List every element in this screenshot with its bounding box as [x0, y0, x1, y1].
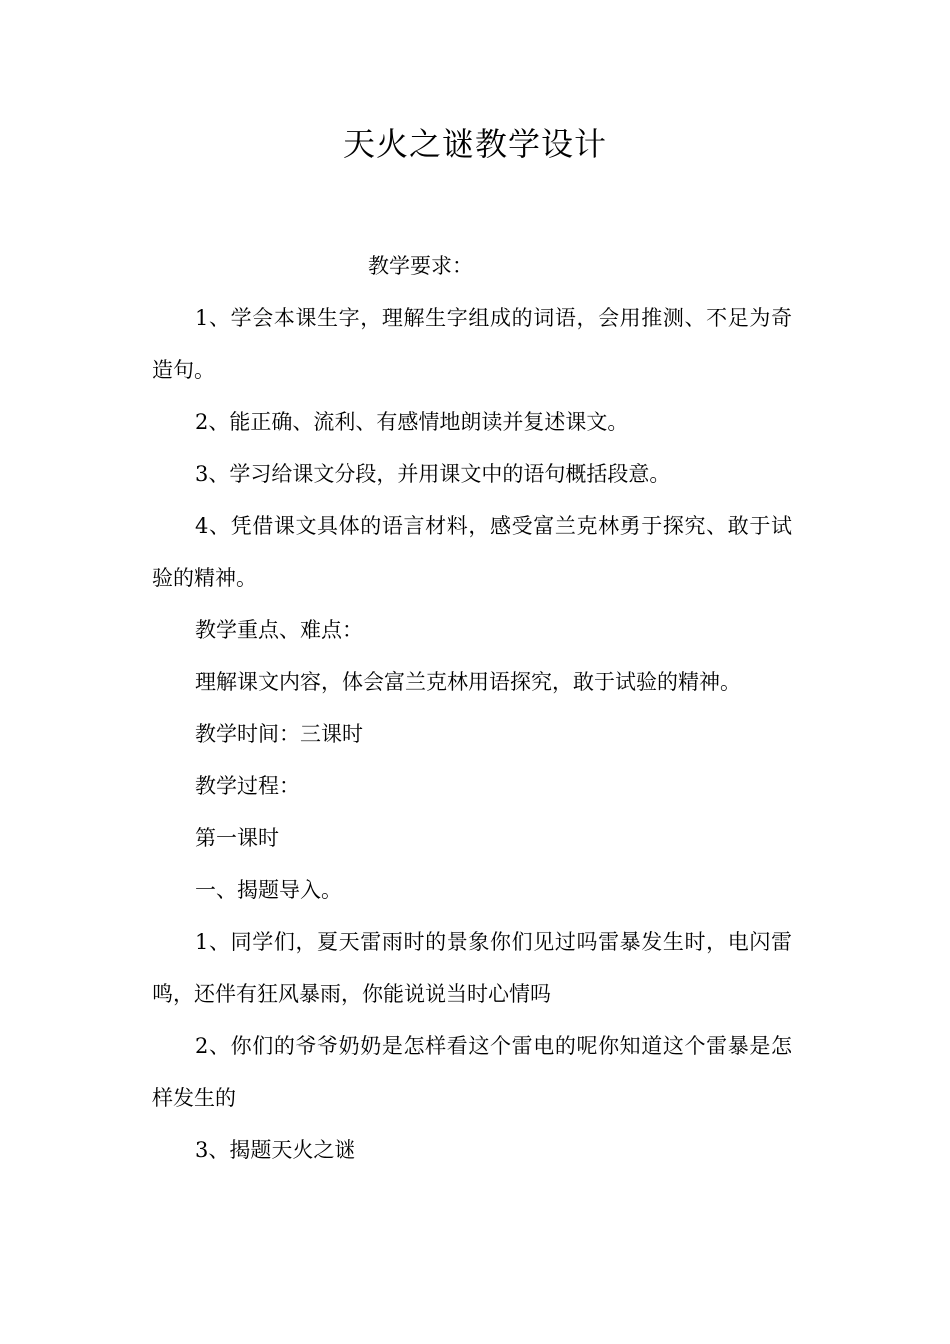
step-item-1: 1、同学们，夏天雷雨时的景象你们见过吗雷暴发生时，电闪雷鸣，还伴有狂风暴雨，你能说说当时心情吗 — [152, 930, 792, 1006]
requirement-item-3: 3、学习给课文分段，并用课文中的语句概括段意。 — [195, 462, 671, 486]
lesson-heading: 第一课时 — [195, 826, 279, 850]
teaching-time: 教学时间：三课时 — [195, 722, 363, 746]
document-title: 天火之谜教学设计 — [342, 125, 607, 163]
document-body — [152, 240, 792, 1176]
section-heading-key-points: 教学重点、难点： — [195, 618, 363, 642]
requirement-item-2: 2、能正确、流利、有感情地朗读并复述课文。 — [195, 410, 629, 434]
section-heading-process: 教学过程： — [195, 774, 300, 798]
step-heading: 一、揭题导入。 — [195, 878, 342, 902]
key-points-text: 理解课文内容，体会富兰克林用语探究，敢于试验的精神。 — [195, 670, 741, 694]
step-item-2: 2、你们的爷爷奶奶是怎样看这个雷电的呢你知道这个雷暴是怎样发生的 — [152, 1034, 792, 1110]
section-heading-requirements: 教学要求： — [368, 254, 473, 278]
step-item-3: 3、揭题天火之谜 — [195, 1138, 356, 1162]
requirement-item-1: 1、学会本课生字，理解生字组成的词语，会用推测、不足为奇造句。 — [152, 306, 792, 382]
requirement-item-4: 4、凭借课文具体的语言材料，感受富兰克林勇于探究、敢于试验的精神。 — [152, 514, 792, 590]
